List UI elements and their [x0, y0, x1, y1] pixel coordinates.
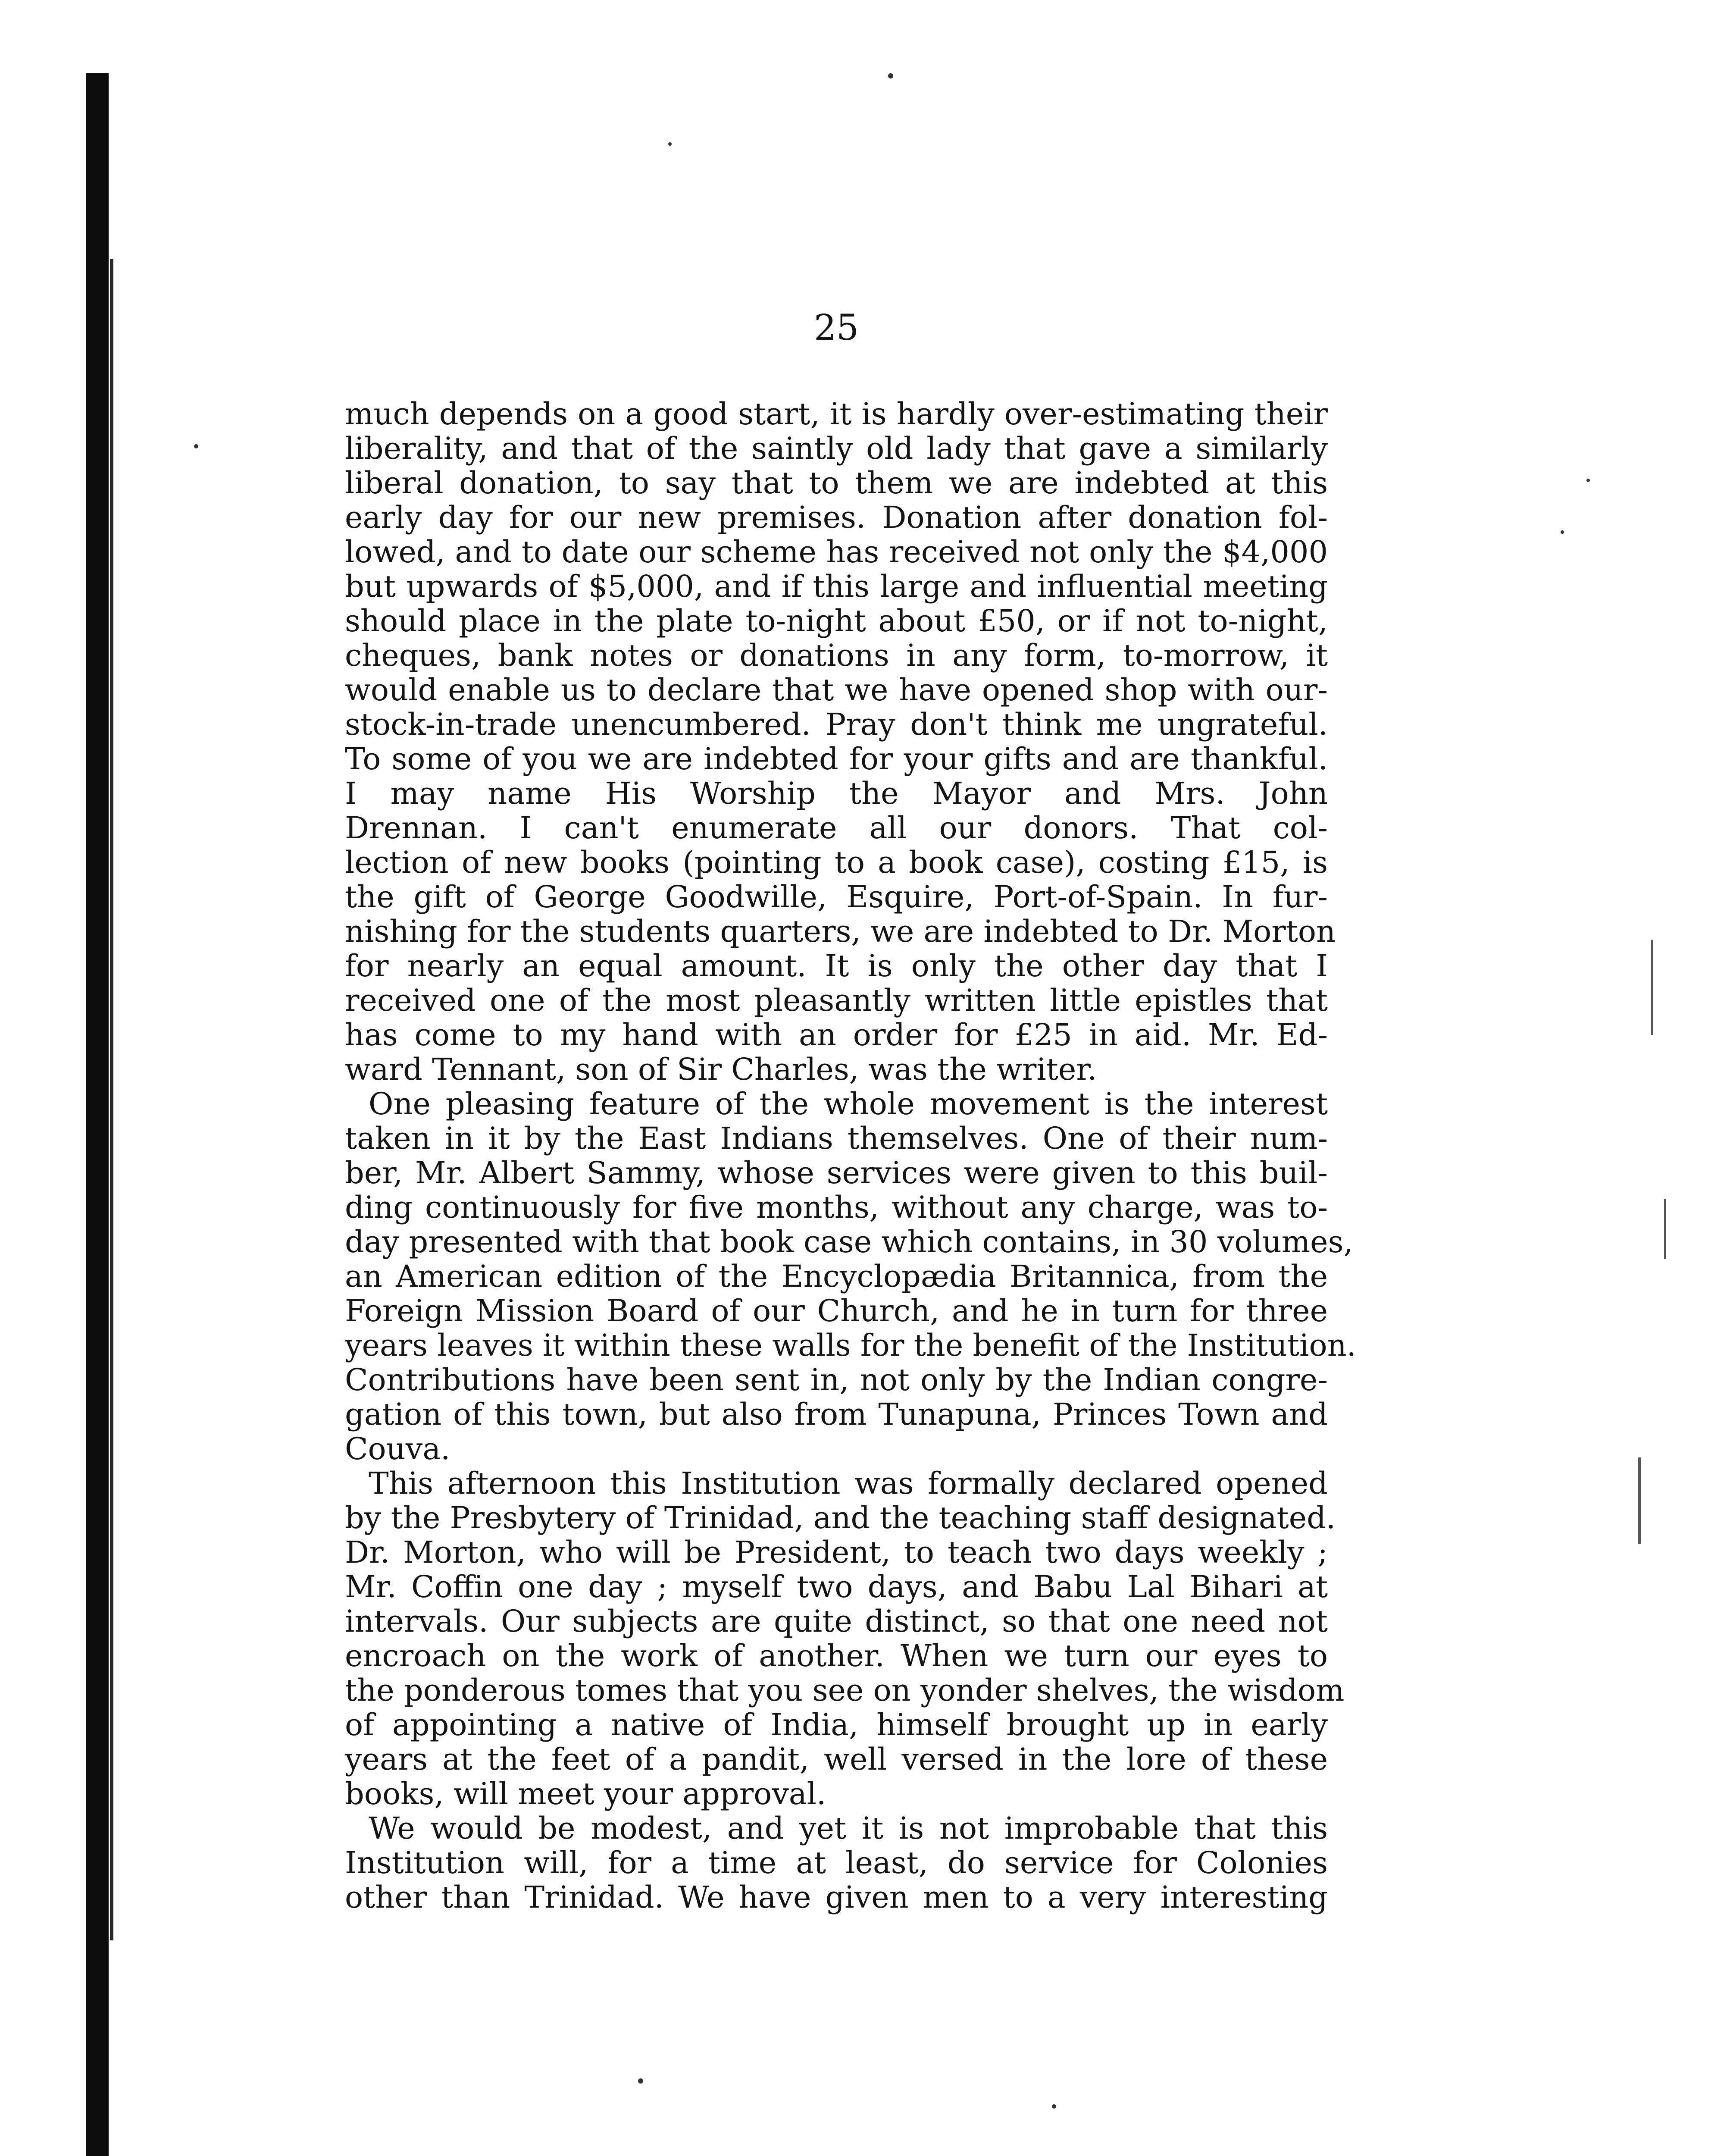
text-line: by the Presbytery of Trinidad, and the teaching staff designated.: [345, 1500, 1336, 1536]
text-line: of appointing a native of India, himself brought up in early: [345, 1707, 1328, 1742]
text-line: years at the feet of a pandit, well versed in the lore of these: [345, 1742, 1328, 1777]
print-speck: [638, 2078, 643, 2084]
text-line: Institution will, for a time at least, do service for Colonies: [345, 1845, 1328, 1880]
text-line: One pleasing feature of the whole movement is the interest: [369, 1086, 1328, 1122]
paragraph: [345, 396, 1336, 1087]
text-line: This afternoon this Institution was formally declared opened: [369, 1466, 1328, 1501]
margin-mark: [1651, 940, 1653, 1035]
text-line: lection of new books (pointing to a book case), costing £15, is: [345, 845, 1328, 880]
text-line: should place in the plate to-night about £50, or if not to-night,: [345, 603, 1328, 639]
text-line: the ponderous tomes that you see on yonder shelves, the wisdom: [345, 1673, 1345, 1708]
text-line: Couva.: [345, 1431, 450, 1467]
text-line: taken in it by the East Indians themselves. One of their num-: [345, 1121, 1328, 1156]
text-line: encroach on the work of another. When we turn our eyes to: [345, 1638, 1328, 1673]
text-line: Contributions have been sent in, not only by the Indian congre-: [345, 1362, 1328, 1398]
page-number: 25: [813, 307, 859, 348]
text-line: Mr. Coffin one day ; myself two days, and Babu Lal Bihari at: [345, 1569, 1328, 1604]
paragraph: [345, 1086, 1356, 1467]
binding-edge-shadow: [110, 259, 113, 1940]
text-line: early day for our new premises. Donation after donation fol-: [345, 500, 1328, 535]
text-line: day presented with that book case which contains, in 30 volumes,: [345, 1224, 1353, 1260]
text-line: I may name His Worship the Mayor and Mrs. John: [345, 776, 1328, 811]
margin-mark: [1638, 1457, 1641, 1544]
text-line: We would be modest, and yet it is not improbable that this: [369, 1811, 1328, 1846]
paragraph: [345, 1811, 1328, 1915]
text-line: Foreign Mission Board of our Church, and he in turn for three: [345, 1293, 1328, 1329]
print-speck: [1586, 479, 1590, 482]
margin-mark: [1664, 1199, 1666, 1259]
text-line: has come to my hand with an order for £25 in aid. Mr. Ed-: [345, 1017, 1328, 1053]
text-line: liberality, and that of the saintly old lady that gave a similarly: [345, 431, 1328, 466]
text-line: the gift of George Goodwille, Esquire, Port-of-Spain. In fur-: [345, 879, 1328, 915]
text-line: gation of this town, but also from Tunapuna, Princes Town and: [345, 1397, 1328, 1432]
text-line: ding continuously for five months, without any charge, was to-: [345, 1190, 1328, 1225]
text-line: books, will meet your approval.: [345, 1776, 826, 1811]
text-line: To some of you we are indebted for your gifts and are thankful.: [345, 741, 1328, 777]
text-line: lowed, and to date our scheme has received not only the $4,000: [345, 534, 1328, 570]
text-line: intervals. Our subjects are quite distinct, so that one need not: [345, 1604, 1328, 1639]
text-line: Drennan. I can't enumerate all our donors. That col-: [345, 810, 1328, 846]
text-line: would enable us to declare that we have opened shop with our-: [345, 672, 1328, 708]
print-speck: [1561, 530, 1564, 534]
text-line: cheques, bank notes or donations in any form, to-morrow, it: [345, 638, 1328, 673]
text-line: ward Tennant, son of Sir Charles, was the writer.: [345, 1052, 1097, 1087]
text-line: received one of the most pleasantly written little epistles that: [345, 983, 1328, 1018]
text-line: for nearly an equal amount. It is only the other day that I: [345, 948, 1328, 984]
text-line: but upwards of $5,000, and if this large and influential meeting: [345, 569, 1328, 604]
text-line: stock-in-trade unencumbered. Pray don't think me ungrateful.: [345, 707, 1328, 742]
paragraph: [345, 1466, 1345, 1811]
print-speck: [194, 444, 198, 448]
print-speck: [668, 142, 672, 146]
text-line: ber, Mr. Albert Sammy, whose services were given to this buil-: [345, 1155, 1328, 1191]
text-line: years leaves it within these walls for the benefit of the Institution.: [345, 1328, 1356, 1363]
text-line: much depends on a good start, it is hardly over-estimating their: [345, 396, 1328, 432]
text-line: an American edition of the Encyclopædia Britannica, from the: [345, 1259, 1328, 1294]
text-line: nishing for the students quarters, we are indebted to Dr. Morton: [345, 914, 1336, 949]
text-line: liberal donation, to say that to them we are indebted at this: [345, 465, 1328, 501]
text-line: other than Trinidad. We have given men to a very interesting: [345, 1880, 1328, 1915]
print-speck: [888, 73, 893, 78]
body-text: [345, 396, 1356, 1915]
print-speck: [1052, 2104, 1056, 2109]
text-line: Dr. Morton, who will be President, to teach two days weekly ;: [345, 1535, 1328, 1570]
binding-edge: [86, 73, 109, 2156]
